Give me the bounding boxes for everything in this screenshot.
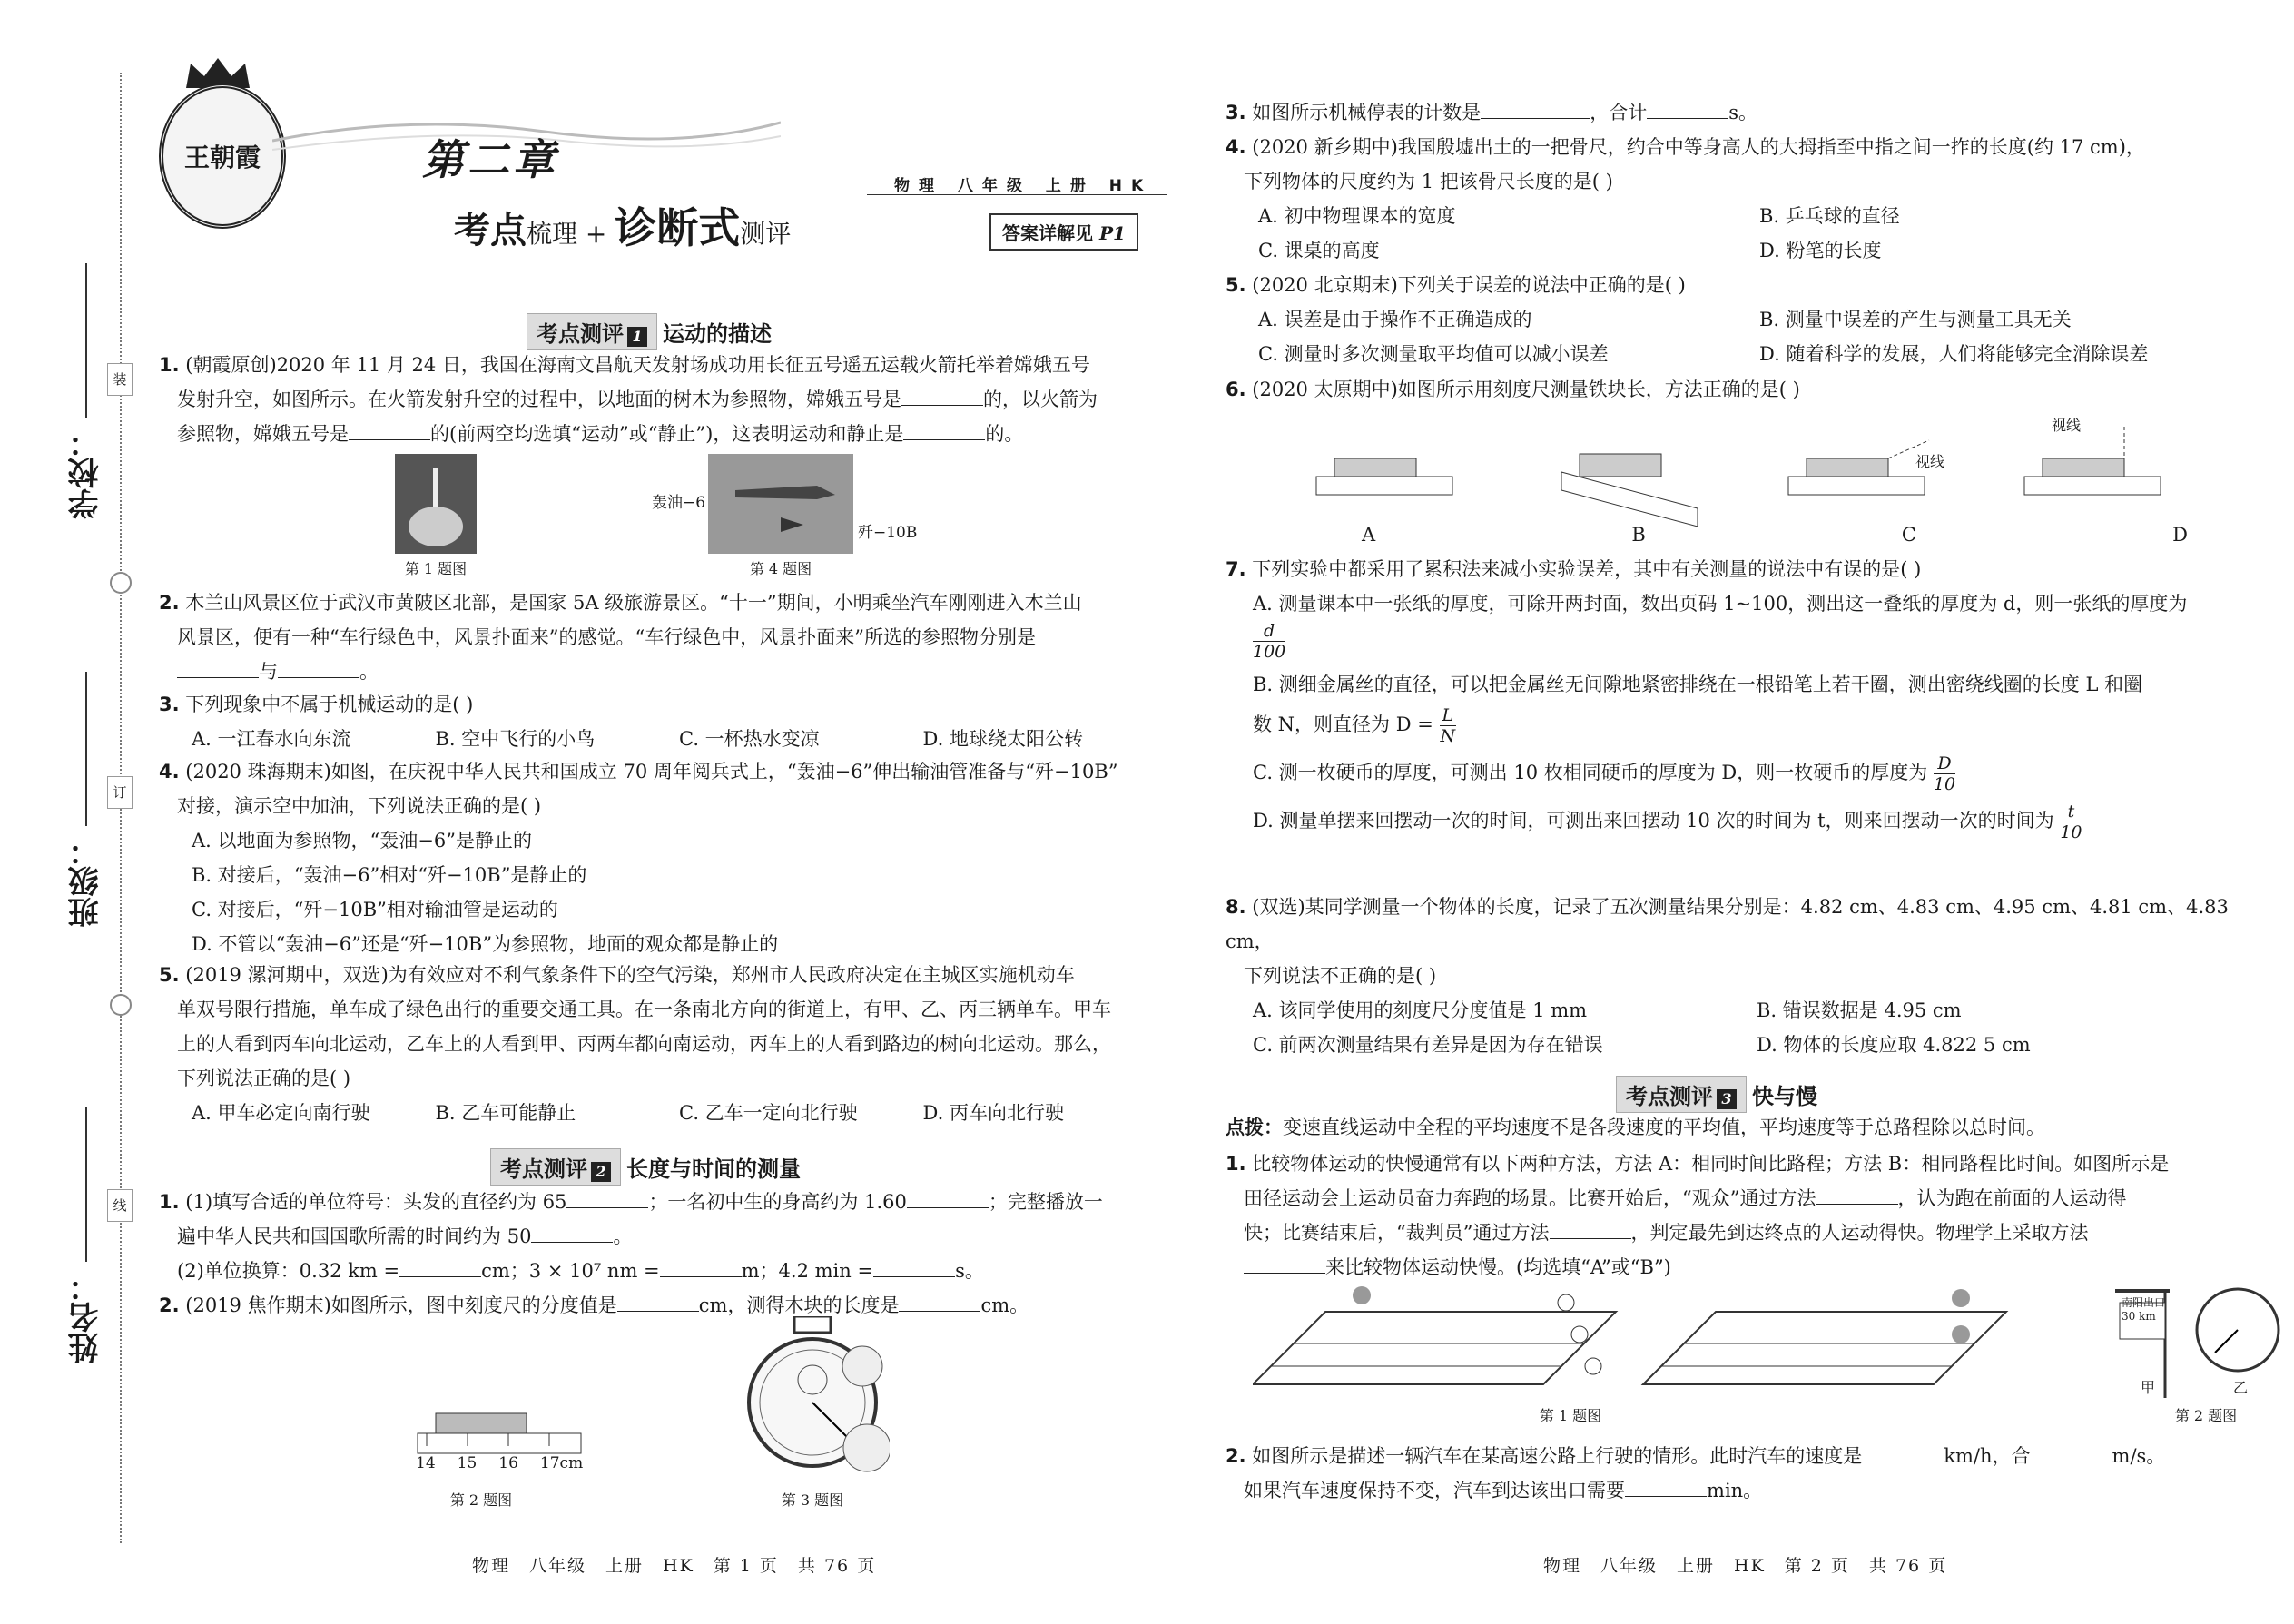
question-1-5: 5. (2019 漯河期中，双选)为有效应对不利气象条件下的空气污染，郑州市人民政府决定在主城区实施机动车 单双号限行措施，单车成了绿色出行的重要交通工具。在一条南北方向的街道上，有甲、乙、丙三辆单车。甲车 上的人看到丙车向北运动，乙车上的人看到甲、丙两车都向南运动，丙车上的人看到路边的树向北运动。那么， 下列说法正确的是( ) A. 甲车必定向南行驶 B. 乙车可能静止 C. 乙车一定向北行驶 D. 丙车向北行驶 xyxy=(159,964,1112,1124)
fig-label-yi: 乙 xyxy=(2233,1379,2249,1396)
option-c-figure xyxy=(1788,440,1929,495)
rocket-launch-image xyxy=(395,454,477,554)
seal-mark: 订 xyxy=(107,776,133,809)
option-b-figure xyxy=(1561,454,1698,527)
ring-hole xyxy=(110,994,132,1016)
option-a-figure xyxy=(1316,458,1452,495)
aerial-refuel-image xyxy=(708,454,853,554)
tick-label: 14 xyxy=(416,1454,436,1472)
question-r4: 4. (2020 新乡期中)我国殷墟出土的一把骨尺，约合中等身高人的大拇指至中指之间一拃的长度(约 17 cm)， 下列物体的尺度约为 1 把该骨尺长度的是( ) A. 初中物理课本的宽度 B. 乒乓球的直径 C. 课桌的高度 D. 粉笔的长度 xyxy=(1226,136,2145,261)
seal-mark: 装 xyxy=(107,363,133,396)
page-subtitle: 考点梳理 + 诊断式测评 xyxy=(454,203,792,252)
option-label: B xyxy=(1631,524,1646,546)
question-3-1: 1. 比较物体运动的快慢通常有以下两种方法，方法 A：相同时间比路程；方法 B：相同路程比时间。如图所示是 田径运动会上运动员奋力奔跑的场景。比赛开始后，“观众”通过方法 ，认为跑在前面的人运动得 快；比赛结束后，“裁判员”通过方法 ，判定最先到达终点的人运动得快。物理学上采取方法 来比较物体运动快慢。(均选填“A”或“B”) xyxy=(1226,1153,2170,1278)
binding-strip xyxy=(0,0,154,1624)
figure-caption: 第 4 题图 xyxy=(749,560,812,577)
question-1-4: 4. (2020 珠海期末)如图，在庆祝中华人民共和国成立 70 周年阅兵式上，“轰油−6”伸出输油管准备与“歼−10B” 对接，演示空中加油，下列说法正确的是( ) A. 以地面为参照物，“轰油−6”是静止的 B. 对接后，“轰油−6”相对“歼−10B”是静止的 C. 对接后，“歼−10B”相对输油管是运动的 D. 不管以“轰油−6”还是“歼−10B”为参照物，地面的观众都是静止的 xyxy=(159,761,1118,955)
tick-label: 17cm xyxy=(539,1454,584,1472)
figure-caption: 第 2 题图 xyxy=(2174,1407,2238,1424)
question-r3: 3. 如图所示机械停表的计数是 ，合计 s。 xyxy=(1226,102,1758,123)
seal-mark: 线 xyxy=(107,1189,133,1222)
question-2-1: 1. (1)填写合适的单位符号：头发的直径约为 65 ；一名初中生的身高约为 1.60 ；完整播放一 遍中华人民共和国国歌所需的时间约为 50 。 (2)单位换算：0.32 km = cm；3 × 10⁷ nm = m；4.2 min = s。 xyxy=(159,1191,1103,1282)
book-tagline: 物理 八年级 上册 HK xyxy=(894,177,1153,195)
stopwatch-figure xyxy=(735,1316,890,1480)
figure-caption: 第 2 题图 xyxy=(449,1491,513,1509)
question-2-2: 2. (2019 焦作期末)如图所示，图中刻度尺的分度值是 cm，测得木块的长度是 cm。 xyxy=(159,1294,1029,1316)
page-footer: 物理 八年级 上册 HK 第 2 页 共 76 页 xyxy=(1543,1556,1948,1576)
figure-caption: 第 1 题图 xyxy=(404,560,468,577)
option-label: C xyxy=(1901,524,1916,546)
school-field: 学校： xyxy=(64,263,108,519)
question-r6: 6. (2020 太原期中)如图所示用刻度尺测量铁块长，方法正确的是( ) xyxy=(1226,379,1800,400)
answer-reference: 答案详解见 P1 xyxy=(989,213,1138,251)
race-track-figure xyxy=(1253,1284,2070,1398)
figure-caption: 第 1 题图 xyxy=(1539,1407,1602,1424)
chapter-title: 第二章 xyxy=(422,135,558,184)
option-label: D xyxy=(2172,524,2188,546)
exit-sign-text: 南阳出口 30 km xyxy=(2122,1296,2166,1323)
figure-caption: 第 3 题图 xyxy=(781,1491,844,1509)
question-3-2: 2. 如图所示是描述一辆汽车在某高速公路上行驶的情形。此时汽车的速度是 km/h，合 m/s。 如果汽车速度保持不变，汽车到达该出口需要 min。 xyxy=(1226,1445,2166,1501)
section-heading-3: 考点测评 3 快与慢 xyxy=(1616,1076,1817,1113)
question-1-3: 3. 下列现象中不属于机械运动的是( ) A. 一江春水向东流 B. 空中飞行的小鸟 C. 一杯热水变凉 D. 地球绕太阳公转 xyxy=(159,694,1083,750)
question-1-2: 2. 木兰山风景区位于武汉市黄陂区北部，是国家 5A 级旅游景区。“十一”期间，小明乘坐汽车刚刚进入木兰山 风景区，便有一种“车行绿色中，风景扑面来”的感觉。“车行绿色中，风景扑面来”所选的参照物分别是 与 。 xyxy=(159,592,1082,683)
ruler-tick-labels xyxy=(416,1446,597,1481)
section-heading-2: 考点测评 2 长度与时间的测量 xyxy=(490,1148,801,1186)
sight-line-label: 视线 xyxy=(1915,453,1945,470)
section-heading-1: 考点测评 1 运动的描述 xyxy=(527,313,772,350)
sight-line-label: 视线 xyxy=(2052,417,2082,434)
question-r5: 5. (2020 北京期末)下列关于误差的说法中正确的是( ) A. 误差是由于操作不正确造成的 B. 测量中误差的产生与测量工具无关 C. 测量时多次测量取平均值可以减小误差 D. 随着科学的发展，人们将能够完全消除误差 xyxy=(1226,274,2149,365)
tip-box: 点拨：变速直线运动中全程的平均速度不是各段速度的平均值，平均速度等于总路程除以总时间。 xyxy=(1226,1116,2045,1138)
question-r8: 8. (双选)某同学测量一个物体的长度，记录了五次测量结果分别是：4.82 cm、4.83 cm、4.95 cm、4.81 cm、4.83 cm， 下列说法不正确的是( ) A. 该同学使用的刻度尺分度值是 1 mm B. 错误数据是 4.95 cm C. 前两次测量结果有差异是因为存在错误 D. 物体的长度应取 4.822 5 cm xyxy=(1226,896,2229,1056)
option-d-figure xyxy=(2024,427,2161,495)
name-field: 姓名： xyxy=(64,1107,108,1363)
option-labels xyxy=(1362,517,2269,552)
question-r7: 7. 下列实验中都采用了累积法来减小实验误差，其中有关测量的说法中有误的是( ) A. 测量课本中一张纸的厚度，可除开两封面，数出页码 1~100，测出这一叠纸的厚度为 d，则一张纸的厚度为 $\frac{d}{100}$ B. 测细金属丝的直径，可以把金属丝无间隙地紧密排绕在一根铅笔上若干圈，测出密绕线圈的长度 L 和圈 数 N，则直径为 D = $\frac{L}{N}$ C. 测一枚硬币的厚度，可测出 10 枚相同硬币的厚度为 D，则一枚硬币的厚度为 $\frac{D}{10}$ D. 测量单摆来回摆动一次的时间，可测出来回摆动 10 次的时间为 t，则来回摆动一次的时间为 $\frac{t}{10}$ xyxy=(1226,558,2188,842)
question-1-1: 1. (朝霞原创)2020 年 11 月 24 日，我国在海南文昌航天发射场成功用长征五号遥五运载火箭托举着嫦娥五号 发射升空，如图所示。在火箭发射升空的过程中，以地面的树木为参照物，嫦娥五号是 的，以火箭为 参照物，嫦娥五号是 的(前两空均选填“运动”或“静止”)，这表明运动和静止是 的。 xyxy=(159,354,1098,445)
class-field: 班级： xyxy=(64,672,108,928)
tick-label: 16 xyxy=(498,1454,518,1472)
tagline-divider xyxy=(867,194,1167,195)
option-label: A xyxy=(1362,524,1376,546)
fig4-label-fighter: 歼−10B xyxy=(858,524,918,542)
right-page xyxy=(1198,0,2294,1624)
page-footer: 物理 八年级 上册 HK 第 1 页 共 76 页 xyxy=(472,1556,877,1576)
publisher-logo: 王朝霞 xyxy=(159,84,286,229)
ring-hole xyxy=(110,572,132,594)
fig4-label-tanker: 轰油−6 xyxy=(652,494,706,512)
fig-label-jia: 甲 xyxy=(2141,1379,2156,1396)
tick-label: 15 xyxy=(457,1454,478,1472)
